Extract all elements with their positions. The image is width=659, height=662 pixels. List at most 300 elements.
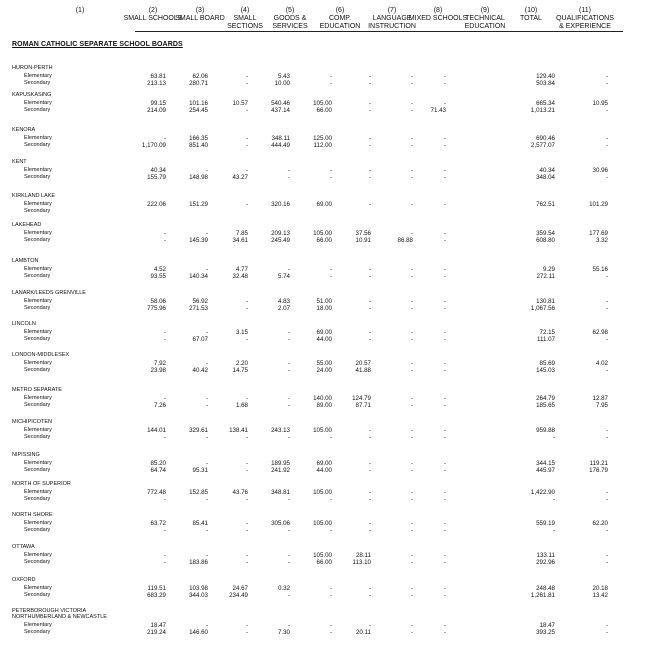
value-cell: -	[163, 395, 166, 402]
value-cell: -	[329, 585, 332, 592]
value-cell: 2,577.07	[530, 142, 555, 149]
value-cell: -	[410, 273, 413, 280]
board-name: NORTH OF SUPERIOR	[12, 481, 71, 487]
board-name: HURON-PERTH	[12, 65, 53, 71]
value-cell: 280.71	[189, 80, 208, 87]
value-cell: -	[329, 622, 332, 629]
value-cell: -	[410, 174, 413, 181]
value-cell: -	[245, 460, 248, 467]
value-cell: -	[287, 402, 290, 409]
value-cell: -	[410, 142, 413, 149]
row-label: Secondary	[24, 559, 51, 565]
value-cell: -	[410, 135, 413, 142]
elementary-row	[18, 329, 128, 336]
column-header-11	[555, 7, 615, 31]
value-cell: 28.11	[355, 552, 371, 559]
value-cell: -	[245, 142, 248, 149]
value-cell: -	[245, 135, 248, 142]
row-label: Elementary	[24, 622, 52, 628]
board-name: LAMBTON	[12, 258, 39, 264]
value-cell: -	[443, 329, 446, 336]
value-cell: -	[368, 460, 371, 467]
value-cell: -	[443, 100, 446, 107]
board-name: MICHIPICOTEN	[12, 419, 53, 425]
value-cell: 20.11	[355, 629, 371, 636]
value-cell	[521, 208, 555, 215]
value-cell: -	[605, 73, 608, 80]
secondary-row	[18, 592, 128, 599]
row-label: Elementary	[24, 460, 52, 466]
value-cell: 775.96	[147, 305, 166, 312]
value-cell: 95.31	[192, 467, 208, 474]
value-cell: -	[443, 629, 446, 636]
value-cell: -	[163, 336, 166, 343]
elementary-row	[18, 489, 128, 496]
value-cell: -	[410, 402, 413, 409]
value-cell: -	[163, 559, 166, 566]
value-cell: 189.95	[271, 460, 290, 467]
value-cell: -	[205, 167, 208, 174]
value-cell: 7.26	[153, 402, 166, 409]
value-cell: 32.48	[232, 273, 248, 280]
value-cell: -	[443, 496, 446, 503]
secondary-row	[18, 142, 128, 149]
value-cell: 4.52	[153, 266, 166, 273]
value-cell: -	[605, 174, 608, 181]
elementary-row	[18, 100, 128, 107]
value-cell: 10.00	[274, 80, 290, 87]
board-name: PETERBOROUGH VICTORIA	[12, 608, 87, 614]
value-cell: 176.79	[589, 467, 608, 474]
value-cell: 129.40	[536, 73, 555, 80]
value-cell: -	[410, 622, 413, 629]
value-cell	[298, 208, 332, 215]
row-label: Elementary	[24, 552, 52, 558]
value-cell: -	[287, 496, 290, 503]
value-cell: 185.65	[536, 402, 555, 409]
value-cell: -	[605, 496, 608, 503]
value-cell: 37.56	[355, 230, 371, 237]
value-cell: 99.15	[150, 100, 166, 107]
value-cell: 85.20	[150, 460, 166, 467]
value-cell: -	[605, 367, 608, 374]
value-cell: 7.85	[235, 230, 248, 237]
board-name: NORTH SHORE	[12, 512, 53, 518]
value-cell: -	[368, 80, 371, 87]
value-cell: -	[245, 201, 248, 208]
value-cell: -	[410, 527, 413, 534]
value-cell: -	[245, 298, 248, 305]
value-cell: 2.20	[235, 360, 248, 367]
row-label: Elementary	[24, 230, 52, 236]
value-cell: 959.88	[536, 427, 555, 434]
value-cell: 13.42	[592, 592, 608, 599]
value-cell: -	[287, 395, 290, 402]
value-cell: -	[163, 552, 166, 559]
value-cell: -	[410, 395, 413, 402]
value-cell: -	[410, 585, 413, 592]
row-label: Secondary	[24, 592, 51, 598]
value-cell: -	[205, 460, 208, 467]
value-cell: 243.13	[271, 427, 290, 434]
value-cell: 24.00	[316, 367, 332, 374]
value-cell: -	[605, 142, 608, 149]
column-label: SMALL BOARD	[175, 15, 225, 22]
column-label: TOTAL	[520, 15, 542, 22]
value-cell: 344.03	[189, 592, 208, 599]
elementary-row	[18, 201, 128, 208]
value-cell: -	[287, 622, 290, 629]
secondary-row	[18, 174, 128, 181]
value-cell: 4.77	[235, 266, 248, 273]
value-cell: -	[410, 329, 413, 336]
value-cell: -	[410, 107, 413, 114]
board-name: KAPUSKASING	[12, 92, 52, 98]
value-cell: 762.51	[536, 201, 555, 208]
value-cell: -	[368, 273, 371, 280]
value-cell: -	[245, 80, 248, 87]
value-cell: 348.04	[536, 174, 555, 181]
value-cell: 851.40	[189, 142, 208, 149]
value-cell: -	[287, 367, 290, 374]
value-cell: -	[443, 73, 446, 80]
value-cell: 105.00	[313, 489, 332, 496]
row-label: Elementary	[24, 360, 52, 366]
value-cell: -	[443, 273, 446, 280]
value-cell: 23.98	[150, 367, 166, 374]
column-label: SMALL SCHOOLS	[123, 15, 183, 22]
value-cell: -	[410, 266, 413, 273]
value-cell: 14.75	[232, 367, 248, 374]
value-cell: -	[163, 237, 166, 244]
value-cell: -	[410, 467, 413, 474]
value-cell: 4.02	[595, 360, 608, 367]
column-label: QUALIFICATIONS & EXPERIENCE	[556, 15, 614, 30]
column-number: (5)	[285, 7, 295, 14]
value-cell: -	[605, 336, 608, 343]
value-cell: 665.34	[536, 100, 555, 107]
value-cell: -	[368, 174, 371, 181]
value-cell: 329.61	[189, 427, 208, 434]
board-name: KIRKLAND LAKE	[12, 193, 56, 199]
value-cell: -	[410, 201, 413, 208]
value-cell: 124.79	[352, 395, 371, 402]
value-cell: -	[287, 266, 290, 273]
value-cell: 20.57	[355, 360, 371, 367]
value-cell: -	[245, 552, 248, 559]
value-cell: -	[443, 298, 446, 305]
value-cell: 7.95	[595, 402, 608, 409]
value-cell	[412, 208, 446, 215]
value-cell: -	[605, 298, 608, 305]
column-label: LANGUAGE INSTRUCTION	[368, 15, 416, 30]
value-cell: 305.06	[271, 520, 290, 527]
value-cell: 444.49	[271, 142, 290, 149]
value-cell: 540.46	[271, 100, 290, 107]
elementary-row	[18, 230, 128, 237]
value-cell: 12.87	[592, 395, 608, 402]
elementary-row	[18, 520, 128, 527]
value-cell: 1,013.21	[530, 107, 555, 114]
value-cell: -	[329, 167, 332, 174]
value-cell: 5.74	[277, 273, 290, 280]
value-cell: 103.98	[189, 585, 208, 592]
value-cell: 209.13	[271, 230, 290, 237]
row-label: Elementary	[24, 201, 52, 207]
value-cell: -	[443, 336, 446, 343]
value-cell: -	[605, 434, 608, 441]
value-cell: 71.43	[430, 107, 446, 114]
value-cell: 608.80	[536, 237, 555, 244]
value-cell: 93.55	[150, 273, 166, 280]
value-cell: -	[443, 201, 446, 208]
value-cell: 20.18	[592, 585, 608, 592]
elementary-row	[18, 395, 128, 402]
value-cell: -	[443, 520, 446, 527]
column-label: COMP. EDUCATION	[319, 15, 361, 30]
value-cell: -	[443, 434, 446, 441]
elementary-row	[18, 622, 128, 629]
board-name: LAKEHEAD	[12, 222, 42, 228]
value-cell: -	[205, 527, 208, 534]
value-cell: -	[410, 73, 413, 80]
board-name: METRO SEPARATE	[12, 387, 62, 393]
value-cell: -	[410, 629, 413, 636]
row-label: Secondary	[24, 434, 51, 440]
value-cell: 89.00	[316, 402, 332, 409]
secondary-row	[18, 434, 128, 441]
value-cell: -	[287, 592, 290, 599]
column-header-6	[310, 7, 370, 31]
value-cell: -	[410, 460, 413, 467]
value-cell: 69.00	[316, 329, 332, 336]
value-cell: 43.76	[232, 489, 248, 496]
secondary-row	[18, 467, 128, 474]
value-cell: -	[368, 201, 371, 208]
row-label: Elementary	[24, 585, 52, 591]
value-cell: 40.34	[539, 167, 555, 174]
value-cell: -	[205, 496, 208, 503]
value-cell: -	[605, 305, 608, 312]
value-cell: 393.25	[536, 629, 555, 636]
value-cell: -	[163, 135, 166, 142]
value-cell: 85.69	[539, 360, 555, 367]
elementary-row	[18, 585, 128, 592]
elementary-row	[18, 266, 128, 273]
value-cell: 348.81	[271, 489, 290, 496]
value-cell: -	[443, 230, 446, 237]
value-cell: 219.24	[147, 629, 166, 636]
value-cell: -	[605, 489, 608, 496]
value-cell: -	[245, 520, 248, 527]
value-cell: -	[245, 73, 248, 80]
board-name: LINCOLN	[12, 321, 36, 327]
value-cell: -	[443, 592, 446, 599]
value-cell: -	[205, 360, 208, 367]
column-label: TECHNICAL EDUCATION	[464, 15, 506, 30]
value-cell: -	[443, 552, 446, 559]
value-cell: -	[163, 230, 166, 237]
value-cell: 18.00	[316, 305, 332, 312]
column-number: (2)	[148, 7, 158, 14]
value-cell: 66.00	[316, 559, 332, 566]
row-label: Secondary	[24, 80, 51, 86]
value-cell: 40.42	[192, 367, 208, 374]
value-cell: -	[245, 107, 248, 114]
value-cell: 55.00	[316, 360, 332, 367]
secondary-row	[18, 527, 128, 534]
value-cell: 166.35	[189, 135, 208, 142]
value-cell: 105.00	[313, 100, 332, 107]
value-cell: -	[410, 552, 413, 559]
value-cell: -	[410, 559, 413, 566]
value-cell: -	[245, 395, 248, 402]
value-cell: -	[368, 520, 371, 527]
value-cell: -	[605, 527, 608, 534]
value-cell: 105.00	[313, 520, 332, 527]
value-cell: 445.97	[536, 467, 555, 474]
value-cell: -	[368, 427, 371, 434]
value-cell: 111.07	[536, 336, 555, 343]
value-cell: -	[368, 142, 371, 149]
value-cell: 7.92	[153, 360, 166, 367]
value-cell: -	[410, 434, 413, 441]
row-label: Secondary	[24, 402, 51, 408]
value-cell: 1,170.09	[141, 142, 166, 149]
value-cell: -	[368, 434, 371, 441]
board-name: OXFORD	[12, 577, 36, 583]
value-cell: -	[245, 336, 248, 343]
value-cell: -	[163, 496, 166, 503]
value-cell: 62.20	[592, 520, 608, 527]
value-cell: 24.67	[232, 585, 248, 592]
value-cell: -	[368, 496, 371, 503]
row-label: Secondary	[24, 237, 51, 243]
row-label: Secondary	[24, 305, 51, 311]
value-cell: -	[368, 266, 371, 273]
value-cell: 85.41	[192, 520, 208, 527]
row-label: Secondary	[24, 527, 51, 533]
column-number: (3)	[195, 7, 205, 14]
value-cell: -	[443, 559, 446, 566]
value-cell: -	[552, 496, 555, 503]
value-cell: 66.00	[316, 237, 332, 244]
value-cell: 34.61	[232, 237, 248, 244]
value-cell: 248.48	[536, 585, 555, 592]
value-cell: -	[443, 360, 446, 367]
row-label: Elementary	[24, 329, 52, 335]
value-cell: 101.16	[189, 100, 208, 107]
value-cell: -	[287, 527, 290, 534]
column-label: GOODS & SERVICES	[272, 15, 308, 30]
value-cell: -	[163, 527, 166, 534]
value-cell: 64.74	[150, 467, 166, 474]
row-label: Elementary	[24, 100, 52, 106]
value-cell: -	[443, 367, 446, 374]
board-name: LONDON-MIDDLESEX	[12, 352, 70, 358]
section-title: ROMAN CATHOLIC SEPARATE SCHOOL BOARDS	[12, 41, 183, 48]
value-cell: -	[205, 266, 208, 273]
value-cell: -	[205, 552, 208, 559]
value-cell: 683.29	[147, 592, 166, 599]
value-cell: -	[205, 230, 208, 237]
value-cell: 254.45	[189, 107, 208, 114]
board-name: KENORA	[12, 127, 36, 133]
value-cell: 772.48	[147, 489, 166, 496]
value-cell: 105.00	[313, 230, 332, 237]
value-cell: 62.98	[592, 329, 608, 336]
value-cell: -	[410, 230, 413, 237]
secondary-row	[18, 107, 128, 114]
value-cell: 112.00	[313, 142, 332, 149]
value-cell: 7.30	[277, 629, 290, 636]
value-cell: -	[205, 434, 208, 441]
value-cell: 40.34	[150, 167, 166, 174]
value-cell: -	[205, 395, 208, 402]
value-cell: -	[443, 237, 446, 244]
value-cell: -	[368, 73, 371, 80]
row-label: Secondary	[24, 496, 51, 502]
value-cell: -	[205, 402, 208, 409]
value-cell: -	[205, 329, 208, 336]
value-cell: -	[552, 434, 555, 441]
value-cell: 72.15	[539, 329, 555, 336]
value-cell: 44.00	[316, 467, 332, 474]
value-cell: -	[443, 167, 446, 174]
value-cell	[174, 208, 208, 215]
value-cell: 344.15	[536, 460, 555, 467]
value-cell: -	[605, 629, 608, 636]
value-cell: -	[410, 100, 413, 107]
value-cell: -	[245, 167, 248, 174]
value-cell: -	[329, 592, 332, 599]
value-cell: 690.46	[536, 135, 555, 142]
value-cell: -	[329, 629, 332, 636]
row-label: Elementary	[24, 298, 52, 304]
value-cell: -	[245, 434, 248, 441]
value-cell: 272.11	[536, 273, 555, 280]
row-label: Elementary	[24, 520, 52, 526]
row-label: Elementary	[24, 427, 52, 433]
value-cell: -	[410, 80, 413, 87]
board-name: NORTHUMBERLAND & NEWCASTLE	[12, 614, 107, 620]
value-cell: 101.29	[589, 201, 608, 208]
value-cell: 1.68	[235, 402, 248, 409]
elementary-row	[18, 135, 128, 142]
value-cell: 214.09	[147, 107, 166, 114]
value-cell: -	[410, 496, 413, 503]
value-cell: 5.43	[277, 73, 290, 80]
value-cell: -	[287, 167, 290, 174]
secondary-row	[18, 367, 128, 374]
secondary-row	[18, 80, 128, 87]
value-cell	[379, 208, 413, 215]
value-cell: -	[368, 467, 371, 474]
value-cell: 130.81	[536, 298, 555, 305]
value-cell: -	[410, 520, 413, 527]
value-cell: -	[368, 592, 371, 599]
value-cell: -	[443, 527, 446, 534]
value-cell: 133.11	[536, 552, 555, 559]
value-cell: 4.83	[277, 298, 290, 305]
header-rule	[135, 31, 623, 32]
secondary-row	[18, 559, 128, 566]
value-cell: 119.51	[147, 585, 166, 592]
secondary-row	[18, 629, 128, 636]
value-cell: -	[443, 467, 446, 474]
value-cell: -	[329, 527, 332, 534]
value-cell: 138.41	[229, 427, 248, 434]
